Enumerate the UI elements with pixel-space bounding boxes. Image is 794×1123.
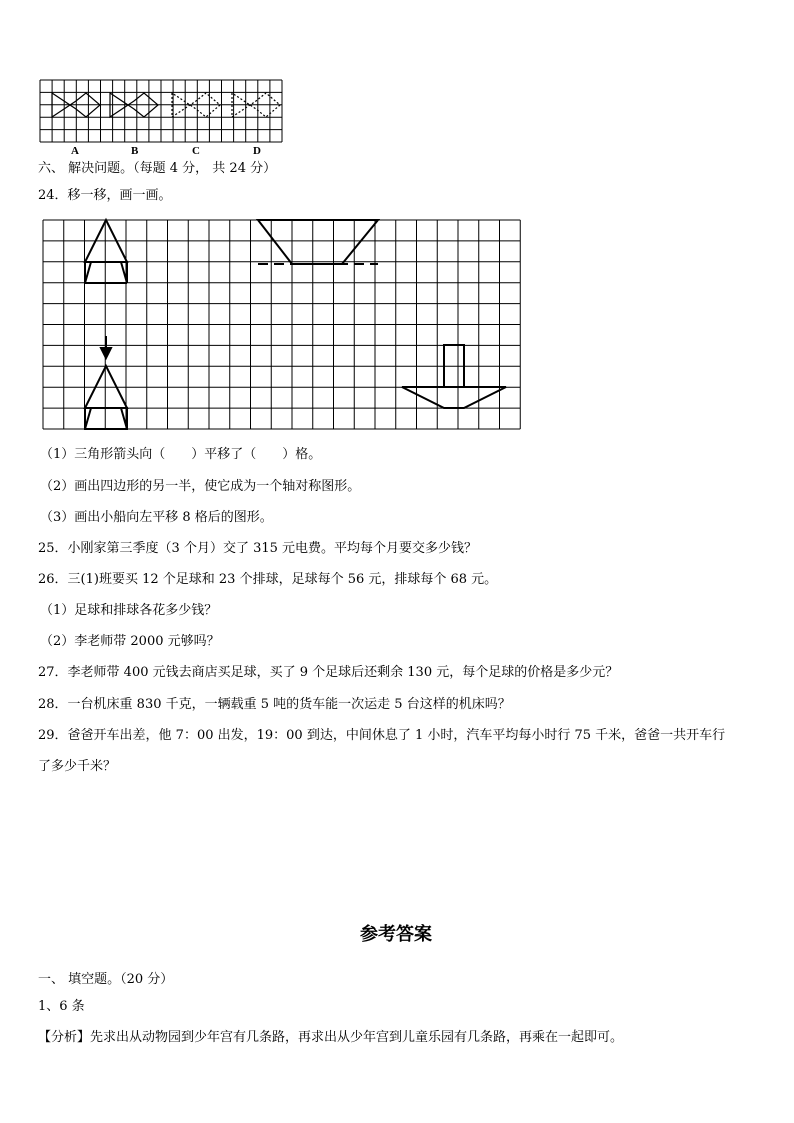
answers-item1: 1、6 条: [38, 999, 85, 1014]
q27-text: 27．李老师带 400 元钱去商店买足球，买了 9 个足球后还剩余 130 元，每个足球的价格是多少元？: [38, 665, 619, 680]
option-label-c: C: [192, 145, 200, 157]
q29-line2: 了多少千米？: [38, 759, 117, 774]
q24-grid-figure: [0, 0, 560, 440]
answers-section1: 一、 填空题。（20 分）: [38, 972, 174, 987]
q25-text: 25．小刚家第三季度（3 个月）交了 315 元电费。平均每个月要交多少钱？: [38, 541, 478, 556]
section6-heading: 六、 解决问题。（每题 4 分， 共 24 分）: [38, 161, 277, 176]
q26-sub2: （2）李老师带 2000 元够吗？: [40, 634, 220, 649]
quadrilateral-half: [258, 220, 378, 264]
option-label-d: D: [253, 145, 261, 157]
arrow-head: [101, 348, 111, 358]
tree-bottom-triangle-upper: [85, 262, 127, 283]
q26-sub1: （1）足球和排球各花多少钱？: [40, 603, 218, 618]
q24-sub2: （2）画出四边形的另一半，使它成为一个轴对称图形。: [40, 479, 361, 494]
q29-line1: 29．爸爸开车出差，他 7：00 出发，19：00 到达，中间休息了 1 小时，汽车平均每小时行 75 千米，爸爸一共开车行: [38, 728, 726, 743]
boat-hull: [402, 387, 506, 408]
answers-title: 参考答案: [360, 924, 432, 945]
answers-analysis: 【分析】先求出从动物园到少年宫有几条路，再求出从少年宫到儿童乐园有几条路，再乘在一起即可。: [38, 1030, 624, 1045]
option-label-a: A: [71, 145, 79, 157]
q24-sub1: （1）三角形箭头向（ ）平移了（ ）格。: [40, 447, 322, 462]
q24-title: 24．移一移，画一画。: [38, 188, 172, 203]
tree-bottom-edges-upper: [85, 262, 127, 283]
q28-text: 28．一台机床重 830 千克，一辆载重 5 吨的货车能一次运走 5 台这样的机床吗？: [38, 697, 511, 712]
tree-bottom-lower: [85, 408, 127, 429]
option-label-b: B: [131, 145, 139, 157]
q26-title: 26．三(1)班要买 12 个足球和 23 个排球，足球每个 56 元，排球每个 68 元。: [38, 572, 498, 587]
q24-sub3: （3）画出小船向左平移 8 格后的图形。: [40, 510, 273, 525]
